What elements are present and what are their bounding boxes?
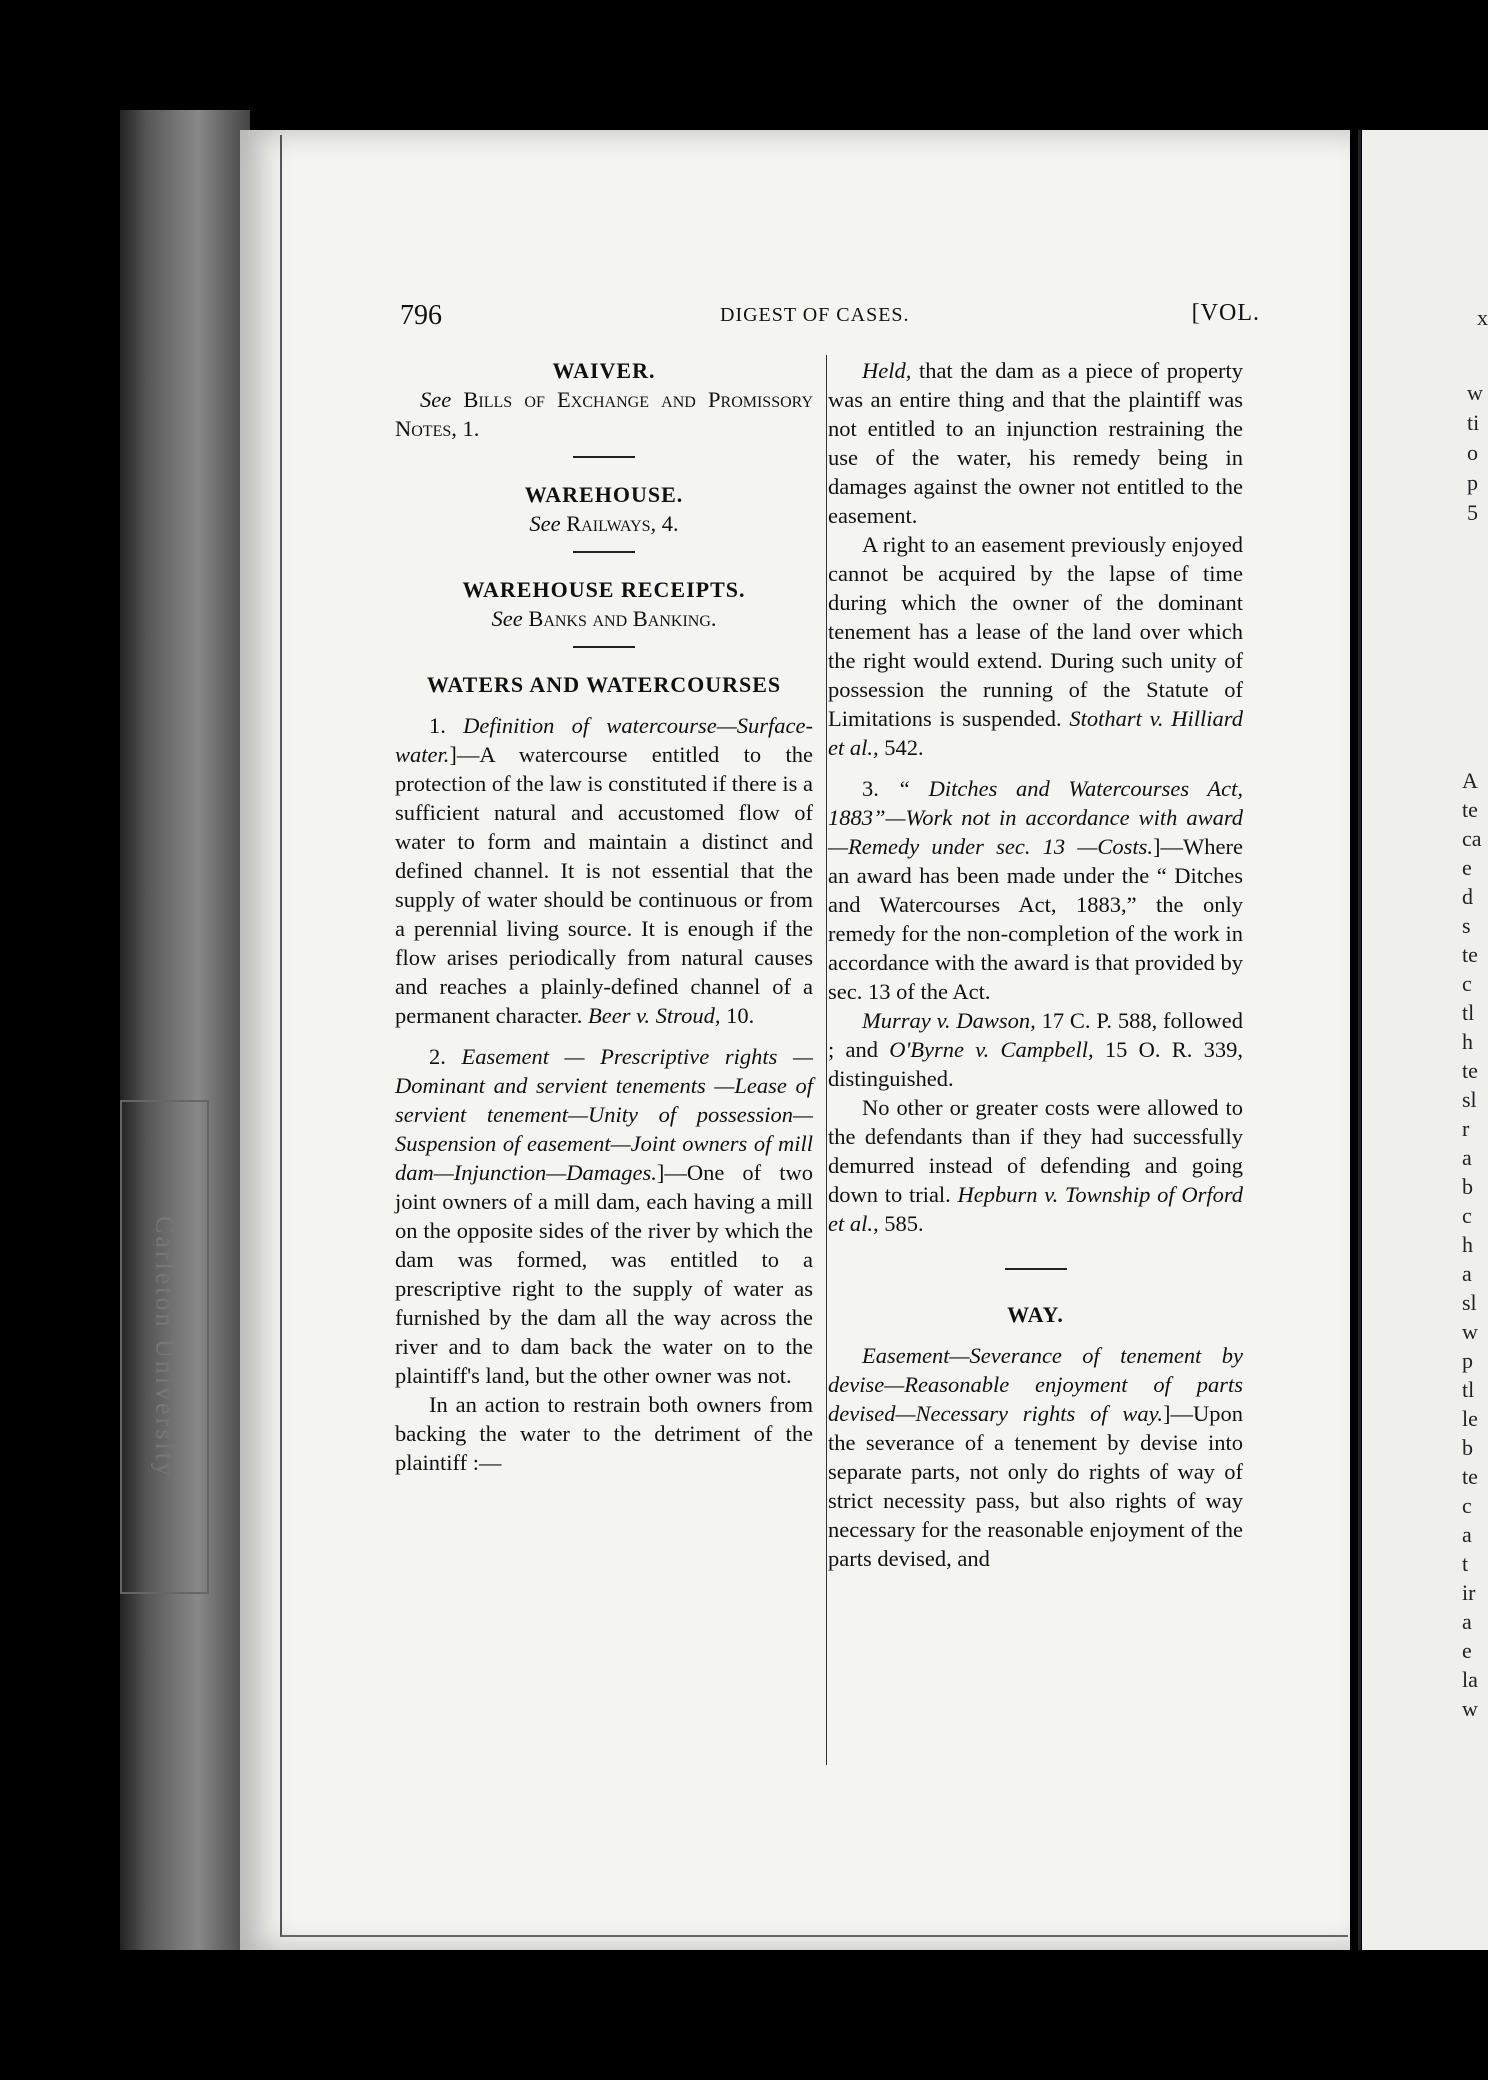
next-page-fragment: h (1462, 1232, 1473, 1257)
next-page-fragment: e (1462, 1638, 1472, 1663)
next-page-fragment: sl (1462, 1087, 1477, 1112)
heading-waiver: WAIVER. (552, 358, 656, 383)
next-page-fragment: c (1462, 1493, 1472, 1518)
section-rule (573, 646, 635, 648)
next-page-fragment: b (1462, 1174, 1473, 1199)
next-page-fragment: te (1462, 797, 1478, 822)
next-page-fragment: ir (1462, 1580, 1476, 1605)
see-reference: See Banks and Banking. (491, 606, 717, 631)
next-page-fragment: le (1462, 1406, 1478, 1431)
next-page-fragment: te (1462, 1464, 1478, 1489)
next-page-fragment: 5 (1467, 500, 1478, 525)
next-page-fragment: s (1462, 913, 1471, 938)
next-page-fragment: a (1462, 1609, 1472, 1634)
entry-3-citations: Murray v. Dawson, 17 C. P. 588, followed ; and O'Byrne v. Campbell, 15 O. R. 339, distinguished. (828, 1008, 1243, 1091)
page-number: 796 (400, 300, 442, 331)
next-page-fragment: a (1462, 1261, 1472, 1286)
paragraph-easement: A right to an easement previously enjoyed cannot be acquired by the lapse of time during which the owner of the dominant tenement has a lease of the land over which the right would extend. During such unity of possession the running of the Statute of Limitations is suspended. Stothart v. Hilliard et al., 542. (828, 532, 1243, 760)
heading-way: WAY. (1007, 1302, 1064, 1327)
next-page-fragment: c (1462, 971, 1472, 996)
running-title: DIGEST OF CASES. (720, 304, 910, 326)
next-page-fragment: b (1462, 1435, 1473, 1460)
next-page-fragment: h (1462, 1029, 1473, 1054)
paragraph-held: Held, that the dam as a piece of property was an entire thing and that the plaintiff was not entitled to an injunction restraining the use of the water, his remedy being in damages against the owner not entitled to the easement. (828, 358, 1243, 528)
entry-2-continued: In an action to restrain both owners from backing the water to the detriment of the plaintiff :— (395, 1392, 813, 1475)
gutter (1358, 130, 1361, 1950)
see-reference: See Railways, 4. (529, 511, 679, 536)
section-rule (573, 456, 635, 458)
next-page-fragment: tl (1462, 1000, 1475, 1025)
next-page-fragment: p (1462, 1348, 1473, 1373)
entry-3: 3. “ Ditches and Watercourses Act, 1883”—Work not in accordance with award—Remedy under sec. 13 —Costs.]—Where an award has been made under the “ Ditches and Watercourses Act, 1883,” the only remedy for the non-completion of the work in accordance with the award is that provided by sec. 13 of the Act. (828, 776, 1243, 1004)
next-page-fragment: o (1467, 440, 1478, 465)
entry-3-costs: No other or greater costs were allowed to the defendants than if they had successfully demurred instead of defending and going down to trial. Hepburn v. Township of Orford et al., 585. (828, 1095, 1244, 1236)
see-reference: See Bills of Exchange and Promissory Notes, 1. (395, 387, 813, 441)
entry-2: 2. Easement — Prescriptive rights —Dominant and servient tenements —Lease of servient tenement—Unity of possession—Suspension of easement—Joint owners of mill dam—Injunction—Damages.]—One of two joint owners of a mill dam, each having a mill on the opposite sides of the river by which the dam was formed, was entitled to a prescriptive right to the supply of water as furnished by the dam all the way across the river and to dam back the water on to the plaintiff's land, but the other owner was not. (395, 1044, 813, 1388)
next-page-fragment: d (1462, 884, 1473, 909)
next-page-fragment: p (1467, 470, 1478, 495)
next-page-edge (1362, 130, 1488, 1950)
next-page-fragment: e (1462, 855, 1472, 880)
running-header (400, 300, 1260, 336)
right-column (828, 356, 1243, 1573)
section-rule (1005, 1268, 1067, 1270)
heading-warehouse: WAREHOUSE. (524, 482, 684, 507)
next-page-fragment: r (1462, 1116, 1470, 1141)
next-page-fragment: a (1462, 1145, 1472, 1170)
column-divider (826, 355, 827, 1765)
next-page-fragment: c (1462, 1203, 1472, 1228)
entry-1: 1. Definition of watercourse—Surface-water.]—A watercourse entitled to the protection of the law is constituted if there is a sufficient natural and accustomed flow of water to form and maintain a distinct and defined channel. It is not essential that the supply of water should be continuous or from a perennial living source. It is enough if the flow arises periodically from natural causes and reaches a plainly-defined channel of a permanent character. Beer v. Stroud, 10. (395, 713, 814, 1028)
volume-label: [VOL. (1191, 300, 1260, 326)
next-page-fragment: A (1462, 768, 1478, 793)
next-page-fragment: w (1467, 380, 1483, 405)
next-page-fragment: tl (1462, 1377, 1475, 1402)
next-page-fragment: w (1462, 1696, 1478, 1721)
next-page-fragment: ti (1467, 410, 1480, 435)
library-stamp: Carleton University (120, 1100, 209, 1594)
way-entry: Easement—Severance of tenement by devise—Reasonable enjoyment of parts devised—Necessary rights of way.]—Upon the severance of a tenement by devise into separate parts, not only do rights of way of strict necessity pass, but also rights of way necessary for the reasonable enjoyment of the parts devised, and (828, 1343, 1243, 1571)
book-edge (120, 110, 250, 1950)
next-page-fragment: la (1462, 1667, 1478, 1692)
next-page-fragment: a (1462, 1522, 1472, 1547)
next-page-fragment: te (1462, 942, 1478, 967)
next-page-fragment: t (1462, 1551, 1469, 1576)
section-rule (573, 551, 635, 553)
heading-waters: WATERS AND WATERCOURSES (426, 672, 782, 697)
next-page-fragment: ca (1462, 826, 1482, 851)
left-column (395, 356, 813, 1477)
next-page-fragment: x (1477, 305, 1488, 330)
heading-warehouse-receipts: WAREHOUSE RECEIPTS. (462, 577, 746, 602)
next-page-fragment: te (1462, 1058, 1478, 1083)
next-page-fragment: w (1462, 1319, 1478, 1344)
next-page-fragment: sl (1462, 1290, 1477, 1315)
